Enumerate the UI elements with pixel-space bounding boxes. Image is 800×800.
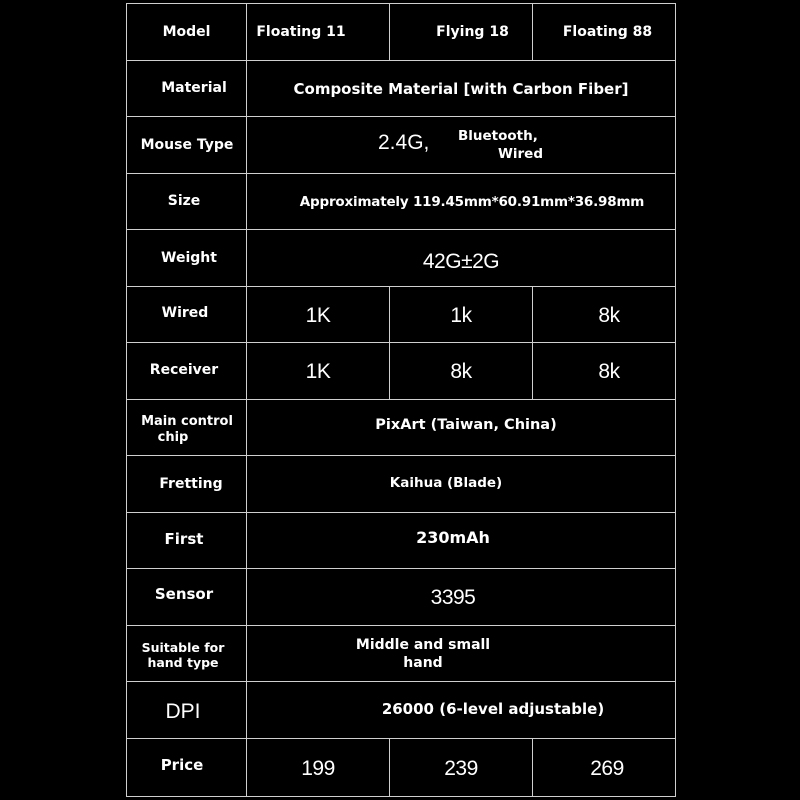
price-flying-18: 239 [444,757,478,780]
row-label-line: Main control [141,414,233,429]
weight-value: 42G±2G [422,250,500,273]
model-floating-11: Floating 11 [256,24,346,40]
mouse-type-main: 2.4G, [378,131,430,154]
hand-value [247,626,599,682]
row-label-dpi: DPI [165,700,201,723]
row-label-fretting: Fretting [159,475,223,492]
fretting-value: Kaihua (Blade) [389,474,503,491]
first-value: 230mAh [416,528,490,547]
row-label-first: First [164,530,204,548]
model-floating-88: Floating 88 [562,24,653,40]
mouse-type-wired: Wired [498,146,543,162]
hand-value-line: hand [403,655,443,671]
receiver-floating-88: 8k [598,360,620,383]
row-label-line: Suitable for [141,640,225,655]
row-label-sensor: Sensor [154,584,214,603]
row-label-wired: Wired [161,305,209,321]
row-label-material: Material [161,80,227,96]
price-floating-88: 269 [590,757,624,780]
row-label-weight: Weight [161,249,217,266]
row-label-hand-type [127,626,239,684]
size-value: Approximately 119.45mm*60.91mm*36.98mm [299,193,645,210]
material-value: Composite Material [with Carbon Fiber] [293,79,629,98]
row-label-price: Price [160,755,204,774]
receiver-flying-18: 8k [450,360,472,383]
model-flying-18: Flying 18 [436,24,509,40]
receiver-floating-11: 1K [305,360,331,383]
wired-flying-18: 1k [450,304,472,327]
dpi-value: 26000 (6-level adjustable) [381,700,605,718]
grid-line [389,3,390,60]
price-floating-11: 199 [301,757,335,780]
row-label-line: chip [157,430,189,445]
wired-floating-11: 1K [305,304,331,327]
hand-value-line: Middle and small [355,637,491,653]
mouse-type-bluetooth: Bluetooth, [458,128,538,144]
chip-value: PixArt (Taiwan, China) [375,417,557,433]
header-label: Model [162,24,211,40]
row-label-receiver: Receiver [149,361,219,378]
row-label-main-control-chip [127,400,247,460]
sensor-value: 3395 [430,586,476,609]
row-label-size: Size [167,193,201,209]
wired-floating-88: 8k [598,304,620,327]
row-label-line: hand type [147,655,219,670]
grid-line [532,3,533,60]
row-label-mouse-type: Mouse Type [140,136,234,153]
